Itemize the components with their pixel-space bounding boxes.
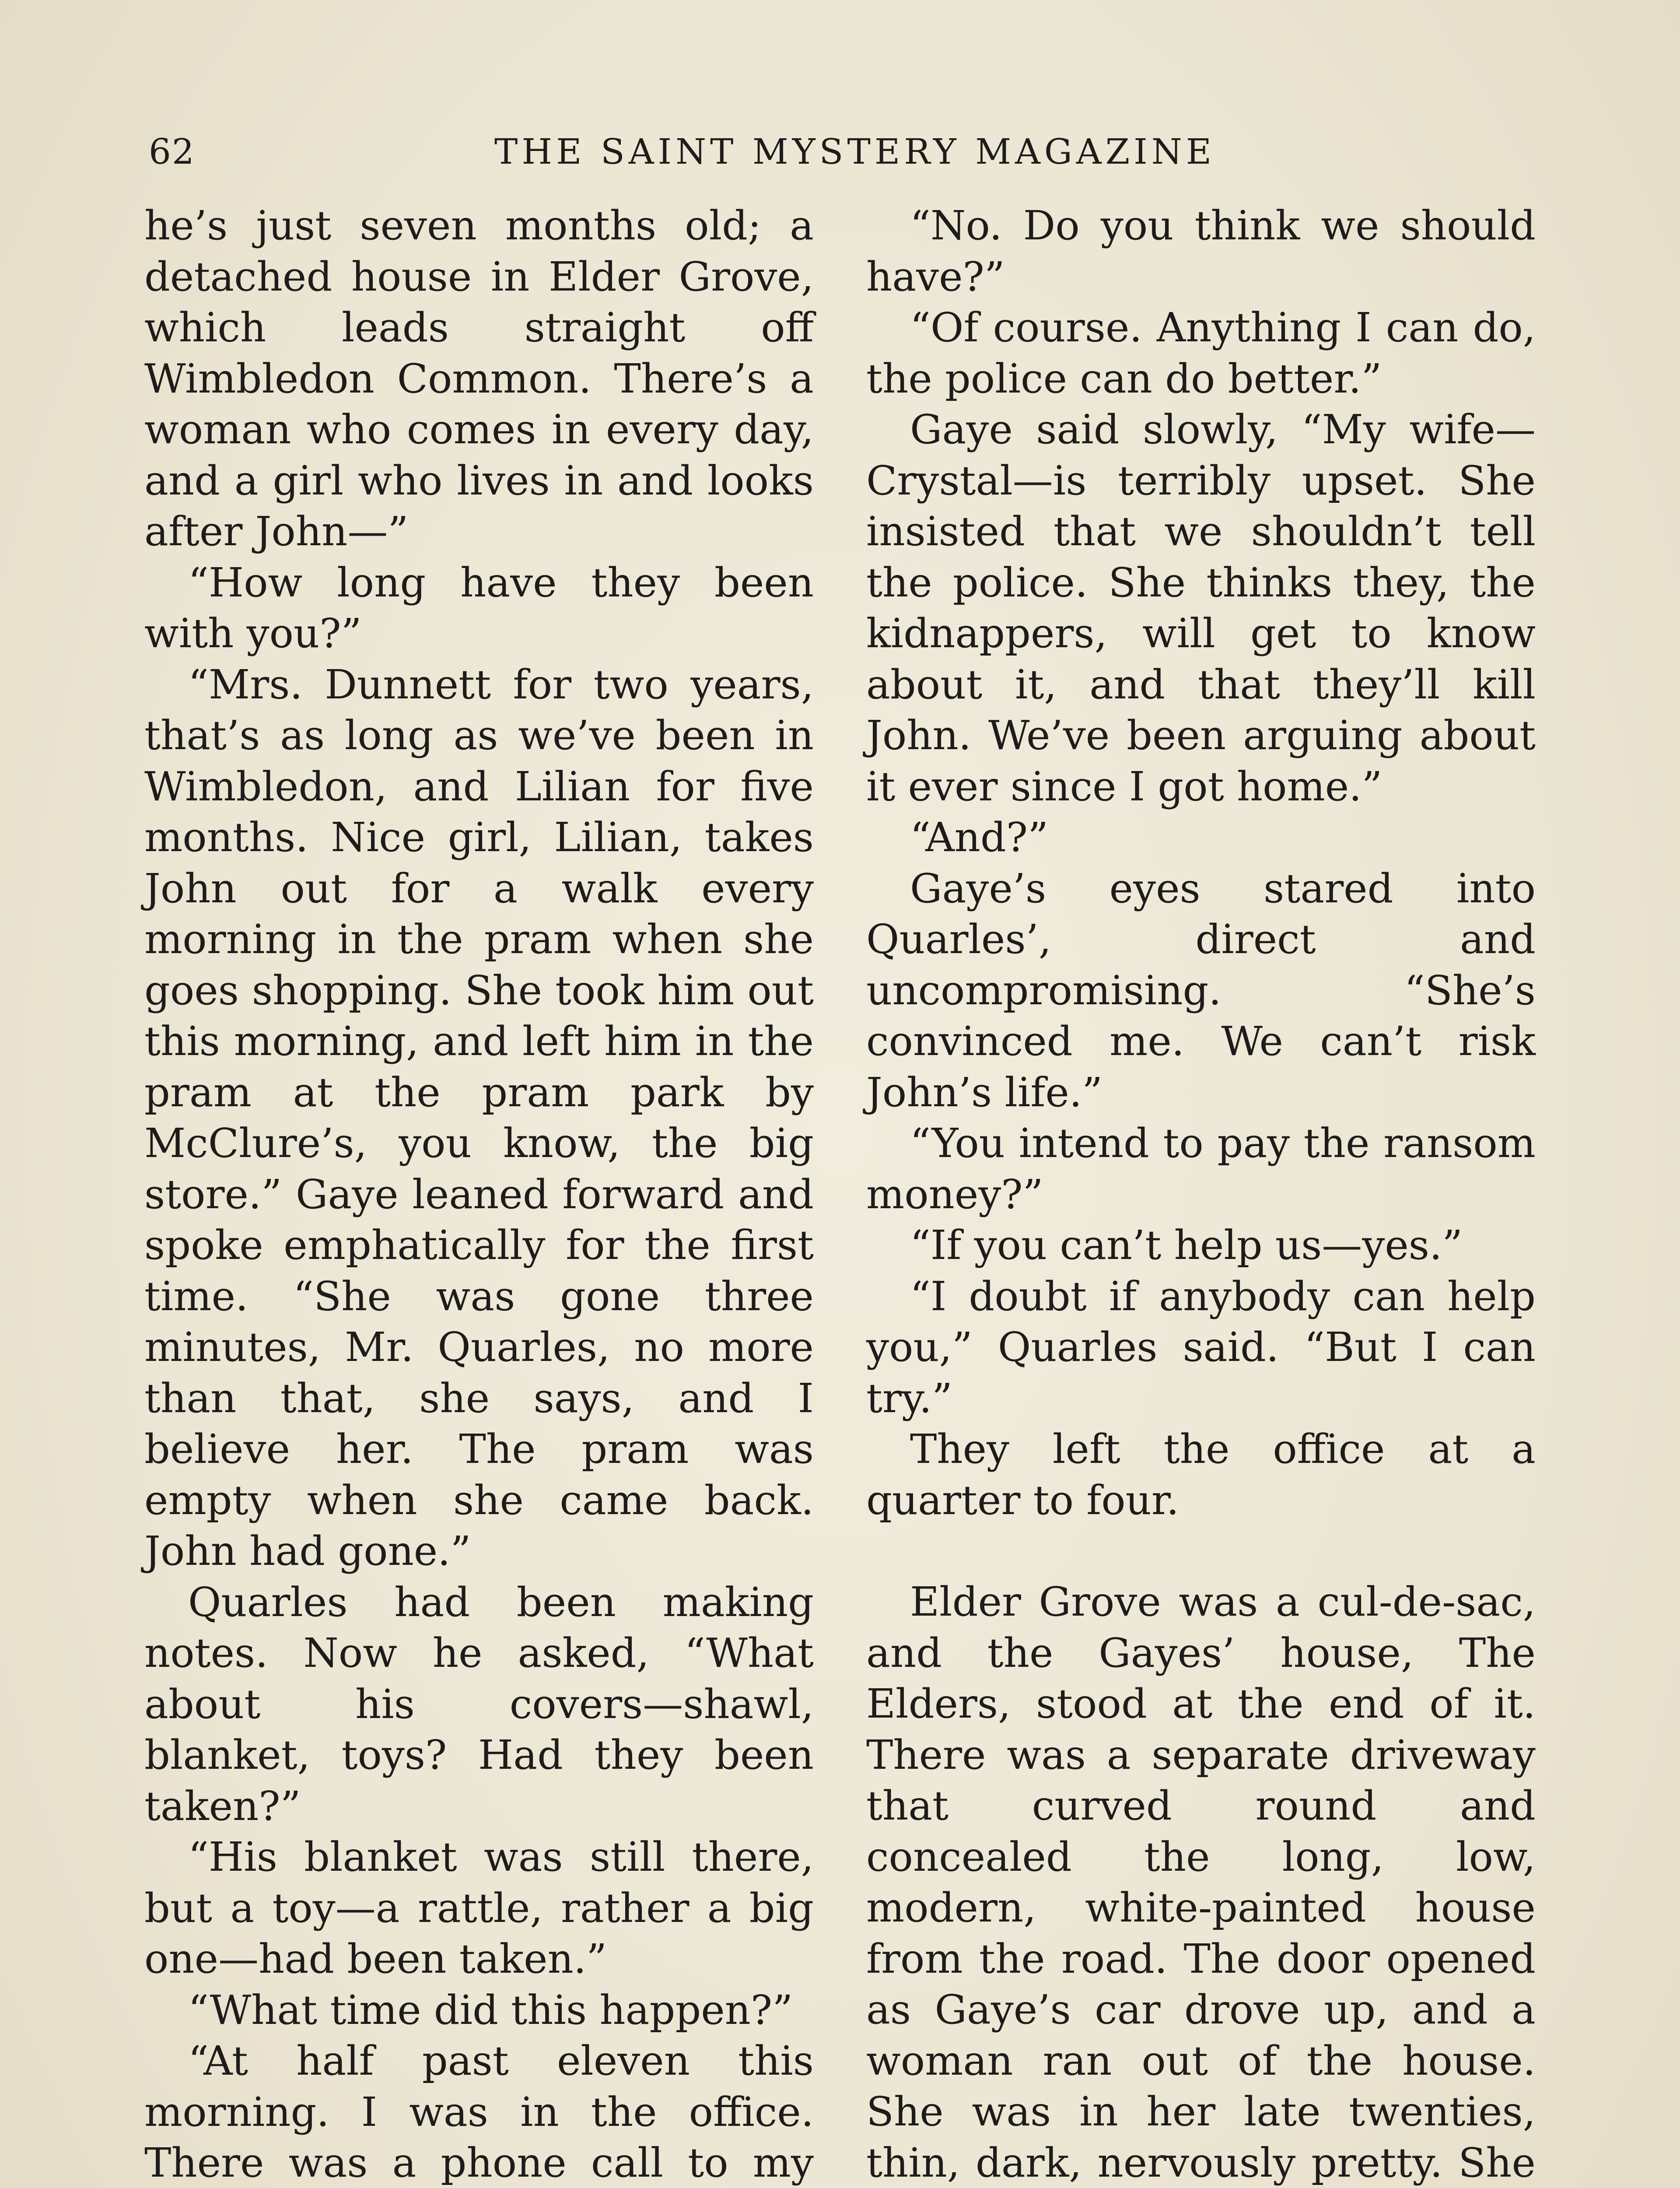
paragraph: “Of course. Anything I can do, the police can do better.” <box>866 304 1536 402</box>
paragraph: “His blanket was still there, but a toy—a rattle, rather a big one—had been taken.” <box>144 1834 814 1982</box>
paragraph: he’s just seven months old; a detached house in Elder Grove, which leads straight off Wimbledon Common. There’s a woman who comes in every day, and a girl who lives in and looks after John—” <box>144 202 814 555</box>
paragraph: “If you can’t help us—yes.” <box>910 1222 1463 1269</box>
paragraph: “And?” <box>910 814 1049 861</box>
paragraph: “I doubt if anybody can help you,” Quarles said. “But I can try.” <box>866 1273 1536 1422</box>
paragraph: Quarles had been making notes. Now he asked, “What about his covers—shawl, blanket, toys? Had they been taken?” <box>144 1578 814 1830</box>
paragraph: “At half past eleven this morning. I was in the office. There was a phone call to my <box>144 2037 814 2186</box>
right-column <box>866 200 1536 2188</box>
paragraph: “What time did this happen?” <box>188 1986 793 2034</box>
paragraph: Gaye’s eyes stared into Quarles’, direct and uncompromising. “She’s convinced me. We can’t risk John’s life.” <box>866 865 1536 1116</box>
paragraph: Gaye said slowly, “My wife—Crystal—is terribly upset. She insisted that we shouldn’t tell the police. She thinks they, the kidnappers, will get to know about it, and that they’ll kill John. We’ve been arguing about it ever since I got home.” <box>866 406 1536 810</box>
paragraph: Elder Grove was a cul-de-sac, and the Gayes’ house, The Elders, stood at the end of it. There was a separate driveway that curved round and concealed the long, low, modern, white-painted house from the road. The door opened as Gaye’s car drove up, and a woman ran out of the house. She was in her late twenties, thin, dark, nervously pretty. She <box>866 1578 1536 2186</box>
running-title: THE SAINT MYSTERY MAGAZINE <box>494 131 1216 172</box>
page-header <box>149 131 1531 179</box>
paragraph: They left the office at a quarter to four. <box>866 1426 1536 1524</box>
page-number: 62 <box>149 131 195 172</box>
paragraph: “How long have they been with you?” <box>144 559 814 657</box>
paragraph: “You intend to pay the ransom money?” <box>866 1120 1536 1218</box>
paragraph: “Mrs. Dunnett for two years, that’s as long as we’ve been in Wimbledon, and Lilian for five months. Nice girl, Lilian, takes John out for a walk every morning in the pram when she goes shopping. She took him out this morning, and left him in the pram at the pram park by McClure’s, you know, the big store.” Gaye leaned forward and spoke emphatically for the first time. “She was gone three minutes, Mr. Quarles, no more than that, she says, and I believe her. The pram was empty when she came back. John had gone.” <box>144 661 814 1574</box>
left-column <box>144 200 814 2188</box>
paragraph: “No. Do you think we should have?” <box>866 202 1536 300</box>
